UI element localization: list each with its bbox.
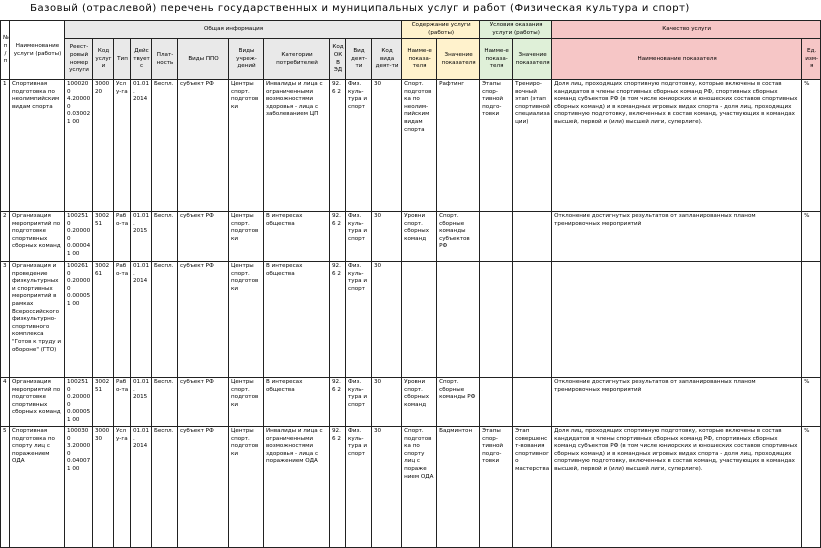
cell-activity-code: 30	[372, 427, 402, 548]
cell-type: Услу-га	[114, 427, 131, 548]
cell-content-name	[402, 262, 437, 378]
cell-ppo: субъект РФ	[178, 262, 229, 378]
services-table	[0, 20, 821, 548]
cell-ppo: субъект РФ	[178, 80, 229, 212]
cell-activity-type: Физ. куль-тура и спорт	[346, 80, 372, 212]
col-activity-code-header: Код вида деят-ти	[372, 39, 402, 80]
cell-paid: Беспл.	[152, 378, 178, 427]
cell-activity-type: Физ. куль-тура и спорт	[346, 212, 372, 262]
cell-paid: Беспл.	[152, 427, 178, 548]
col-content-value-header: Значение показателя	[437, 39, 480, 80]
col-ppo-header: Виды ППО	[178, 39, 229, 80]
cell-name: Организация мероприятий по подготовке спортивных сборных команд	[10, 212, 65, 262]
cell-code: 300020	[93, 80, 114, 212]
cell-valid: 01.01. 2014	[131, 262, 152, 378]
group-general-header: Общая информация	[65, 21, 402, 39]
cell-unit	[802, 262, 821, 378]
cell-registry: 1000300 3.200000 0.040071 00	[65, 427, 93, 548]
cell-num: 2	[1, 212, 10, 262]
cell-type: Рабо-та	[114, 262, 131, 378]
col-content-name-header: Наиме-е показа-теля	[402, 39, 437, 80]
cell-content-name: Спорт. подготов ка по неолим-пийским видам спорта	[402, 80, 437, 212]
cell-name: Спортивная подготовка по неолимпийским видам спорта	[10, 80, 65, 212]
cell-valid: 01.01. 2015	[131, 378, 152, 427]
col-cond-name-header: Наиме-е показа-теля	[480, 39, 513, 80]
col-valid-header: Дейс твует с	[131, 39, 152, 80]
cell-cond-name: Этапы спор-тивной подго-товки	[480, 80, 513, 212]
cell-num: 1	[1, 80, 10, 212]
cell-paid: Беспл.	[152, 80, 178, 212]
group-conditions-header: Условия оказания услуги (работы)	[480, 21, 552, 39]
cell-indicator: Доля лиц, проходящих спортивную подготовку, которые включены в состав кандидатов в члены спортивных сборных команд РФ, спортивных сборных команд субъектов РФ (в том числе юниорских и юношеских составов спортивных сборных команд) и в командных игровых видах спорта - доля лиц, проходящих спортивную подготовку, включенных в состав команд, участвующих в командах высшей, первой и (или) высшей лиги, суперлиге).	[552, 427, 802, 548]
cell-cond-value	[513, 212, 552, 262]
cell-num: 4	[1, 378, 10, 427]
cell-cond-name	[480, 262, 513, 378]
cell-type: Услу-га	[114, 80, 131, 212]
cell-valid: 01.01. 2015	[131, 212, 152, 262]
cell-activity-type: Физ. куль-тура и спорт	[346, 427, 372, 548]
cell-cond-name	[480, 378, 513, 427]
col-code-header: Код услуги	[93, 39, 114, 80]
cell-code: 300261	[93, 262, 114, 378]
cell-name: Организация мероприятий по подготовке спортивных сборных команд	[10, 378, 65, 427]
col-type-header: Тип	[114, 39, 131, 80]
cell-unit: %	[802, 212, 821, 262]
cell-activity-code: 30	[372, 80, 402, 212]
cell-institutions: Центры спорт. подготов ки	[229, 378, 264, 427]
cell-consumers: В интересах общества	[264, 212, 330, 262]
table-row	[1, 262, 821, 378]
col-num-header: № п/п	[1, 21, 10, 80]
cell-indicator	[552, 262, 802, 378]
col-name-header: Наименование услуги (работы)	[10, 21, 65, 80]
cell-cond-name	[480, 212, 513, 262]
col-unit-header: Ед. изм-я	[802, 39, 821, 80]
col-indicator-header: Наименование показателя	[552, 39, 802, 80]
cell-registry: 1002610 0.200000 0.000051 00	[65, 262, 93, 378]
col-registry-header: Реест-ровый номер услуги	[65, 39, 93, 80]
cell-content-name: Уровни спорт. сборных команд	[402, 212, 437, 262]
cell-cond-value: Этап совершенст-вования спортивного мастерства	[513, 427, 552, 548]
cell-registry: 1002510 0.200000 0.000051 00	[65, 378, 93, 427]
cell-okved: 92.6 2	[330, 212, 346, 262]
col-activity-type-header: Вид деят-ти	[346, 39, 372, 80]
cell-activity-type: Физ. куль-тура и спорт	[346, 262, 372, 378]
cell-code: 300251	[93, 378, 114, 427]
cell-num: 3	[1, 262, 10, 378]
group-quality-header: Качество услуги	[552, 21, 821, 39]
cell-okved: 92.6 2	[330, 262, 346, 378]
col-okved-header: Код ОКВ ЭД	[330, 39, 346, 80]
cell-okved: 92.6 2	[330, 427, 346, 548]
cell-indicator: Доля лиц, проходящих спортивную подготовку, которые включены в состав кандидатов в члены спортивных сборных команд РФ, спортивных сборных команд субъектов РФ (в том числе юниорских и юношеских составов спортивных сборных команд) и в командных игровых видах спорта - доля лиц, проходящих спортивную подготовку, включенных в состав команд, участвующих в командах высшей, первой и (или) высшей лиги, суперлиге).	[552, 80, 802, 212]
cell-registry: 1002510 0.200000 0.000041 00	[65, 212, 93, 262]
cell-institutions: Центры спорт. подготов ки	[229, 212, 264, 262]
cell-institutions: Центры спорт. подготов ки	[229, 80, 264, 212]
group-content-header: Содержание услуги (работы)	[402, 21, 480, 39]
cell-paid: Беспл.	[152, 262, 178, 378]
cell-cond-name: Этапы спор-тивной подго-товки	[480, 427, 513, 548]
cell-okved: 92.6 2	[330, 80, 346, 212]
col-paid-header: Плат-ность	[152, 39, 178, 80]
table-row	[1, 80, 821, 212]
cell-name: Организация и проведение физкультурных и спортивных мероприятий в рамках Всероссийского физкультурно-спортивного комплекса "Готов к труду и обороне" (ГТО)	[10, 262, 65, 378]
table-row	[1, 378, 821, 427]
col-cond-value-header: Значение показателя	[513, 39, 552, 80]
cell-content-value	[437, 262, 480, 378]
cell-paid: Беспл.	[152, 212, 178, 262]
cell-activity-code: 30	[372, 262, 402, 378]
cell-code: 300251	[93, 212, 114, 262]
cell-name: Спортивная подготовка по спорту лиц с поражением ОДА	[10, 427, 65, 548]
cell-consumers: Инвалиды и лица с ограниченными возможностями здоровья - лица с заболеванием ЦП	[264, 80, 330, 212]
cell-activity-code: 30	[372, 378, 402, 427]
cell-type: Рабо-та	[114, 212, 131, 262]
cell-ppo: субъект РФ	[178, 212, 229, 262]
table-row	[1, 212, 821, 262]
cell-unit: %	[802, 378, 821, 427]
cell-unit: %	[802, 427, 821, 548]
cell-cond-value: Тренирo-вочный этап (этап спортивной специализа ции)	[513, 80, 552, 212]
cell-valid: 01.01. 2014	[131, 427, 152, 548]
cell-cond-value	[513, 262, 552, 378]
cell-ppo: субъект РФ	[178, 378, 229, 427]
col-consumers-header: Категории потребителей	[264, 39, 330, 80]
cell-num: 5	[1, 427, 10, 548]
cell-activity-type: Физ. куль-тура и спорт	[346, 378, 372, 427]
cell-code: 300030	[93, 427, 114, 548]
cell-indicator: Отклонение достигнутых результатов от запланированных планом тренировочных мероприятий	[552, 212, 802, 262]
cell-content-name: Спорт. подготов ка по спорту лиц с пораже нием ОДА	[402, 427, 437, 548]
cell-type: Рабо-та	[114, 378, 131, 427]
cell-institutions: Центры спорт. подготов ки	[229, 427, 264, 548]
cell-cond-value	[513, 378, 552, 427]
cell-institutions: Центры спорт. подготов ки	[229, 262, 264, 378]
cell-content-name: Уровни спорт. сборных команд	[402, 378, 437, 427]
col-institutions-header: Виды учреж-дений	[229, 39, 264, 80]
cell-indicator: Отклонение достигнутых результатов от запланированных планом тренировочных мероприятий	[552, 378, 802, 427]
cell-consumers: В интересах общества	[264, 262, 330, 378]
table-row	[1, 427, 821, 548]
cell-ppo: субъект РФ	[178, 427, 229, 548]
cell-content-value: Спорт. сборные команды РФ	[437, 378, 480, 427]
cell-registry: 1000200 4.200000 0.030021 00	[65, 80, 93, 212]
cell-consumers: Инвалиды и лица с ограниченными возможностями здоровья - лица с поражением ОДА	[264, 427, 330, 548]
cell-consumers: В интересах общества	[264, 378, 330, 427]
cell-unit: %	[802, 80, 821, 212]
cell-content-value: Бадминтон	[437, 427, 480, 548]
cell-valid: 01.01. 2014	[131, 80, 152, 212]
cell-content-value: Спорт. сборные команды субъектов РФ	[437, 212, 480, 262]
cell-content-value: Рафтинг	[437, 80, 480, 212]
cell-activity-code: 30	[372, 212, 402, 262]
page-title: Базовый (отраслевой) перечень государственных и муниципальных услуг и работ (Физическая культура и спорт)	[30, 3, 690, 14]
cell-okved: 92.6 2	[330, 378, 346, 427]
